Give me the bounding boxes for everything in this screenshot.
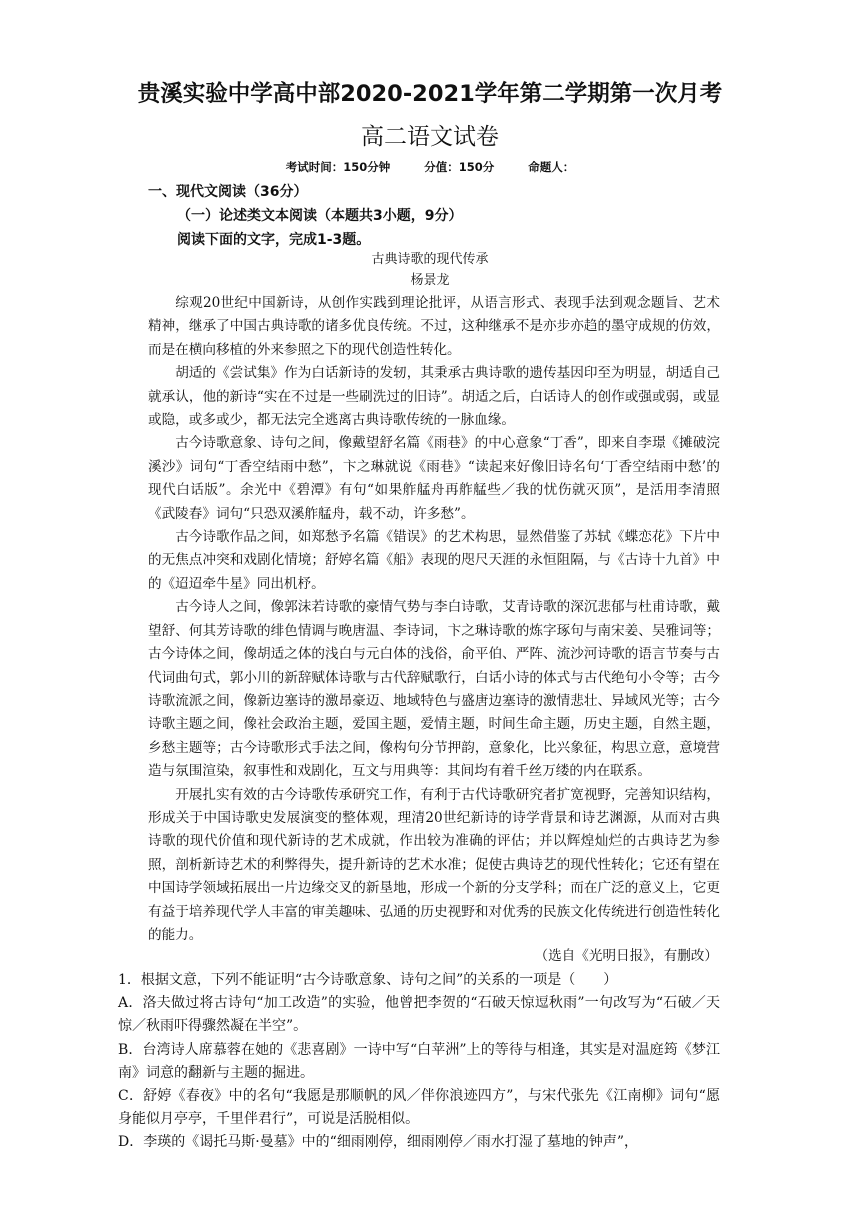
article-body	[148, 292, 720, 947]
article-author: 杨景龙	[410, 273, 450, 288]
article-paragraph: 古今诗歌作品之间，如郑愁予名篇《错误》的艺术构思，显然借鉴了苏轼《蝶恋花》下片中的无焦点冲突和戏剧化情境；舒婷名篇《船》表现的咫尺天涯的永恒阻隔，与《古诗十九首》中的《迢迢牵牛星》同出机杼。	[148, 529, 720, 592]
question-option-c: C．舒婷《春夜》中的名句“我愿是那顺帆的风／伴你浪迹四方”，与宋代张先《江南柳》词句“愿身能似月亭亭，千里伴君行”，可说是活脱相似。	[118, 1088, 720, 1128]
section-heading: 一、现代文阅读（36分）	[148, 184, 308, 200]
article-paragraph: 综观20世纪中国新诗，从创作实践到理论批评，从语言形式、表现手法到观念题旨、艺术精神，继承了中国古典诗歌的诸多优良传统。不过，这种继承不是亦步亦趋的墨守成规的仿效，而是在横向移植的外来参照之下的现代创造性转化。	[148, 295, 720, 358]
part-heading: （一）论述类文本阅读（本题共3小题，9分）	[177, 208, 463, 224]
question-option-d: D．李瑛的《谒托马斯·曼墓》中的“细雨刚停，细雨刚停／雨水打湿了墓地的钟声”，	[118, 1134, 638, 1151]
exam-subtitle: 高二语文试卷	[361, 124, 499, 150]
article-source: （选自《光明日报》，有删改）	[534, 948, 718, 964]
exam-title: 贵溪实验中学高中部2020-2021学年第二学期第一次月考	[137, 81, 723, 107]
article-paragraph: 古今诗歌意象、诗句之间，像戴望舒名篇《雨巷》的中心意象“丁香”，即来自李璟《摊破浣溪沙》词句“丁香空结雨中愁”，卞之琳就说《雨巷》“读起来好像旧诗名句‘丁香空结雨中愁’的现代白话版”。余光中《碧潭》有句“如果舴艋舟再舴艋些／我的忧伤就灭顶”，是活用李清照《武陵春》词句“只恐双溪舴艋舟，载不动，许多愁”。	[148, 435, 720, 522]
article-paragraph: 胡适的《尝试集》作为白话新诗的发轫，其秉承古典诗歌的遗传基因印至为明显，胡适自己就承认，他的新诗“实在不过是一些刷洗过的旧诗”。胡适之后，白话诗人的创作或强或弱，或显或隐，或多或少，都无法完全逃离古典诗歌传统的一脉血缘。	[148, 365, 720, 429]
exam-meta	[0, 159, 860, 175]
article-paragraph: 古今诗人之间，像郭沫若诗歌的豪情气势与李白诗歌，艾青诗歌的深沉悲郁与杜甫诗歌，戴望舒、何其芳诗歌的绯色情调与晚唐温、李诗词，卞之琳诗歌的炼字琢句与南宋姜、吴雅词等；古今诗体之间，像胡适之体的浅白与元白体的浅俗，俞平伯、严阵、流沙河诗歌的语言节奏与古代词曲句式，郭小川的新辞赋体诗歌与古代辞赋歌行，白话小诗的体式与古代绝句小令等；古今诗歌流派之间，像新边塞诗的激昂豪迈、地域特色与盛唐边塞诗的激情悲壮、异域风光等；古今诗歌主题之间，像社会政治主题，爱国主题，爱情主题，时间生命主题，历史主题，自然主题，乡愁主题等；古今诗歌形式手法之间，像构句分节押韵，意象化，比兴象征，构思立意，意境营造与氛围渲染，叙事性和戏剧化，互文与用典等：其间均有着千丝万缕的内在联系。	[148, 599, 720, 780]
article-title: 古典诗歌的现代传承	[371, 252, 489, 267]
exam-score: 分值：150分	[424, 160, 495, 174]
article-paragraph: 开展扎实有效的古今诗歌传承研究工作，有利于古代诗歌研究者扩宽视野，完善知识结构，形成关于中国诗歌史发展演变的整体观，理清20世纪新诗的诗学背景和诗艺渊源，从而对古典诗歌的现代价值和现代新诗的艺术成就，作出较为准确的评估；并以辉煌灿烂的古典诗艺为参照，剖析新诗艺术的利弊得失，提升新诗的艺术水准；促使古典诗艺的现代性转化；它还有望在中国诗学领域拓展出一片边缘交叉的新垦地，形成一个新的分支学科；而在广泛的意义上，它更有益于培养现代学人丰富的审美趣味、弘通的历史视野和对优秀的民族文化传统进行创造性转化的能力。	[148, 786, 720, 943]
question-1	[118, 969, 720, 1155]
question-option-b: B．台湾诗人席慕蓉在她的《悲喜剧》一诗中写“白苹洲”上的等待与相逢，其实是对温庭筠《梦江南》词意的翻新与主题的掘进。	[118, 1041, 720, 1081]
exam-time: 考试时间：150分钟	[285, 160, 391, 174]
exam-author: 命题人：	[528, 160, 575, 174]
question-stem: 1．根据文意，下列不能证明“古今诗歌意象、诗句之间”的关系的一项是（ ）	[118, 972, 618, 988]
reading-instruction: 阅读下面的文字，完成1-3题。	[177, 232, 371, 248]
question-option-a: A．洛夫做过将古诗句“加工改造”的实验，他曾把李贺的“石破天惊逗秋雨”一句改写为“石破／天惊／秋雨吓得骤然凝在半空”。	[118, 995, 720, 1035]
